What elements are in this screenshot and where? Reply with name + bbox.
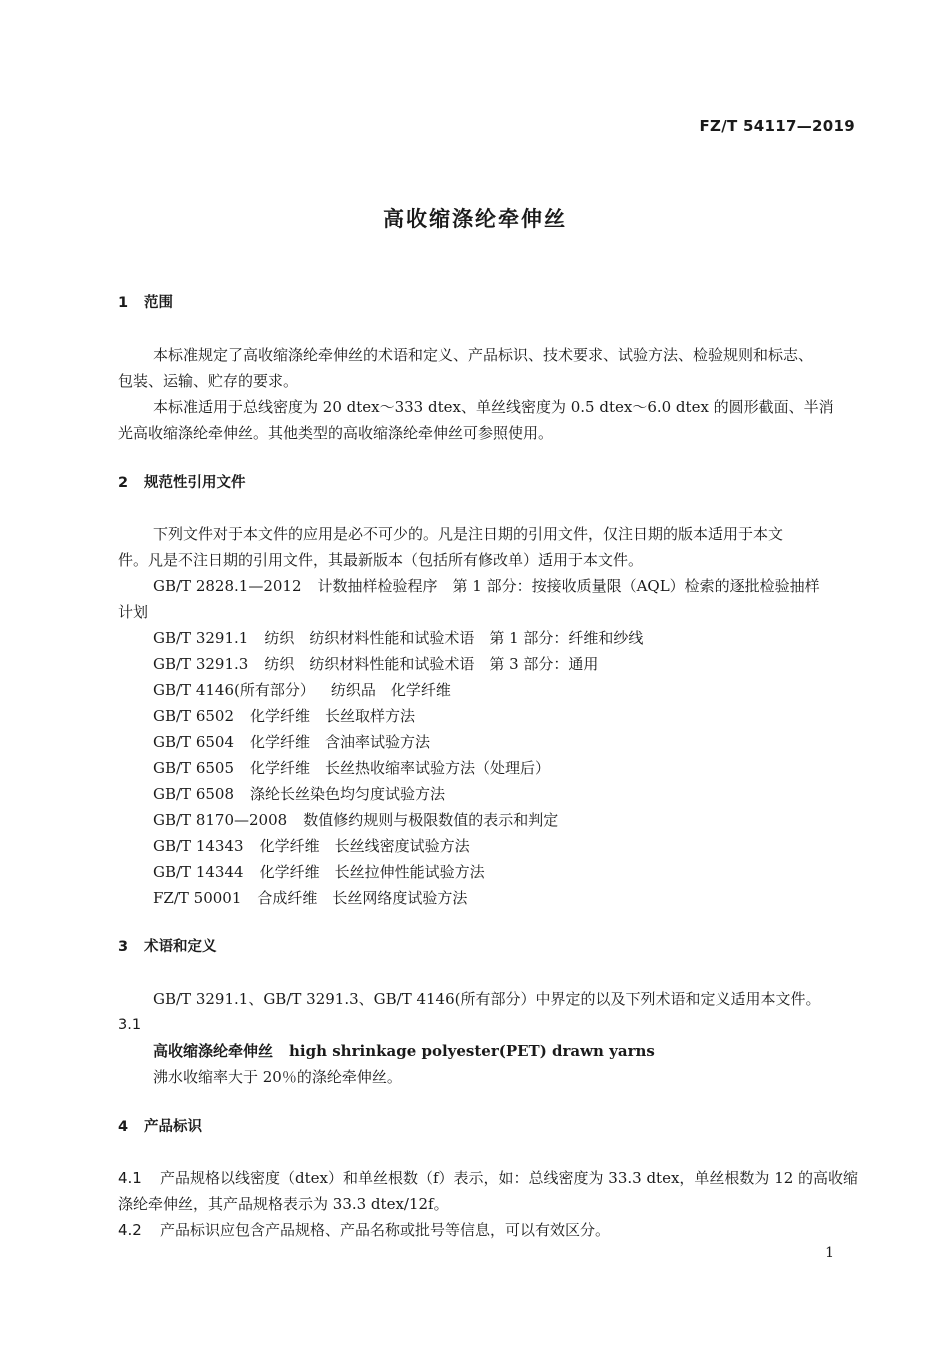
term-english: high shrinkage polyester(PET) drawn yarns (289, 1042, 655, 1060)
clause-4-1-line-2: 涤纶牵伸丝，其产品规格表示为 33.3 dtex/12f。 (118, 1195, 449, 1213)
reference-title: 化学纤维 长丝热收缩率试验方法（处理后） (250, 759, 551, 777)
section-number: 2 (118, 475, 129, 491)
reference-item (153, 576, 820, 596)
reference-title: 涤纶长丝染色均匀度试验方法 (250, 785, 446, 803)
reference-title: 计数抽样检验程序 第 1 部分：按接收质量限（AQL）检索的逐批检验抽样 (317, 577, 820, 595)
reference-title: 合成纤维 长丝网络度试验方法 (257, 889, 468, 907)
reference-item (153, 628, 643, 648)
reference-code: GB/T 14344 (153, 863, 244, 881)
reference-code: GB/T 8170—2008 (153, 811, 288, 829)
reference-code: GB/T 3291.3 (153, 655, 249, 673)
reference-title: 化学纤维 长丝线密度试验方法 (259, 837, 470, 855)
s1-paragraph-1-line-1: 本标准规定了高收缩涤纶牵伸丝的术语和定义、产品标识、技术要求、试验方法、检验规则和标志、 (153, 346, 814, 364)
reference-title: 化学纤维 含油率试验方法 (250, 733, 431, 751)
reference-code: GB/T 14343 (153, 837, 244, 855)
s1-paragraph-2-line-1: 本标准适用于总线密度为 20 dtex～333 dtex、单丝线密度为 0.5 dtex～6.0 dtex 的圆形截面、半消 (153, 398, 834, 416)
reference-code: FZ/T 50001 (153, 889, 242, 907)
term-entry (153, 1041, 655, 1061)
reference-title: 纺织 纺织材料性能和试验术语 第 3 部分：通用 (264, 655, 599, 673)
section-number: 4 (118, 1119, 129, 1135)
reference-code: GB/T 6505 (153, 759, 235, 777)
clause-text: 产品规格以线密度（dtex）和单丝根数（f）表示，如：总线密度为 33.3 dtex，单丝根数为 12 的高收缩 (160, 1169, 859, 1187)
section-title: 规范性引用文件 (144, 475, 246, 491)
section-title: 产品标识 (144, 1119, 202, 1135)
reference-code: GB/T 6508 (153, 785, 235, 803)
section-number: 1 (118, 295, 129, 311)
reference-item (153, 654, 598, 674)
reference-item (153, 862, 485, 882)
reference-title: 纺织 纺织材料性能和试验术语 第 1 部分：纤维和纱线 (264, 629, 644, 647)
reference-item (153, 888, 467, 908)
reference-code: GB/T 6504 (153, 733, 235, 751)
clause-4-2 (118, 1220, 610, 1240)
clause-text: 产品标识应包含产品规格、产品名称或批号等信息，可以有效区分。 (160, 1221, 611, 1239)
reference-item (153, 758, 550, 778)
clause-number: 4.1 (118, 1169, 142, 1187)
reference-code: GB/T 2828.1—2012 (153, 577, 302, 595)
reference-item (153, 836, 470, 856)
reference-code: GB/T 4146(所有部分） (153, 681, 315, 699)
term-chinese: 高收缩涤纶牵伸丝 (153, 1042, 274, 1060)
s2-intro-line-2: 件。凡是不注日期的引用文件，其最新版本（包括所有修改单）适用于本文件。 (118, 551, 644, 569)
clause-4-1-line-1 (118, 1168, 858, 1188)
reference-item (153, 680, 451, 700)
reference-item (153, 810, 558, 830)
page-number: 1 (825, 1245, 834, 1261)
clause-number: 4.2 (118, 1221, 142, 1239)
clause-number: 3.1 (118, 1017, 142, 1033)
s3-intro: GB/T 3291.1、GB/T 3291.3、GB/T 4146(所有部分）中界定的以及下列术语和定义适用本文件。 (153, 990, 821, 1008)
reference-title: 纺织品 化学纤维 (330, 681, 451, 699)
reference-title: 数值修约规则与极限数值的表示和判定 (303, 811, 559, 829)
reference-code: GB/T 6502 (153, 707, 235, 725)
section-2-heading (118, 473, 246, 493)
reference-continuation: 计划 (118, 603, 149, 621)
reference-title: 化学纤维 长丝取样方法 (250, 707, 416, 725)
s2-intro-line-1: 下列文件对于本文件的应用是必不可少的。凡是注日期的引用文件，仅注日期的版本适用于本文 (153, 525, 784, 543)
document-title: 高收缩涤纶牵伸丝 (383, 207, 567, 231)
section-4-heading (118, 1117, 202, 1137)
reference-item (153, 784, 445, 804)
reference-title: 化学纤维 长丝拉伸性能试验方法 (259, 863, 485, 881)
reference-item (153, 706, 415, 726)
section-1-heading (118, 293, 173, 313)
section-title: 术语和定义 (144, 939, 217, 955)
section-title: 范围 (144, 295, 173, 311)
s1-paragraph-1-line-2: 包装、运输、贮存的要求。 (118, 372, 299, 390)
section-number: 3 (118, 939, 129, 955)
section-3-heading (118, 937, 217, 957)
reference-code: GB/T 3291.1 (153, 629, 249, 647)
reference-item (153, 732, 430, 752)
standard-code: FZ/T 54117—2019 (699, 117, 855, 135)
s1-paragraph-2-line-2: 光高收缩涤纶牵伸丝。其他类型的高收缩涤纶牵伸丝可参照使用。 (118, 424, 554, 442)
term-definition: 沸水收缩率大于 20％的涤纶牵伸丝。 (153, 1068, 402, 1086)
